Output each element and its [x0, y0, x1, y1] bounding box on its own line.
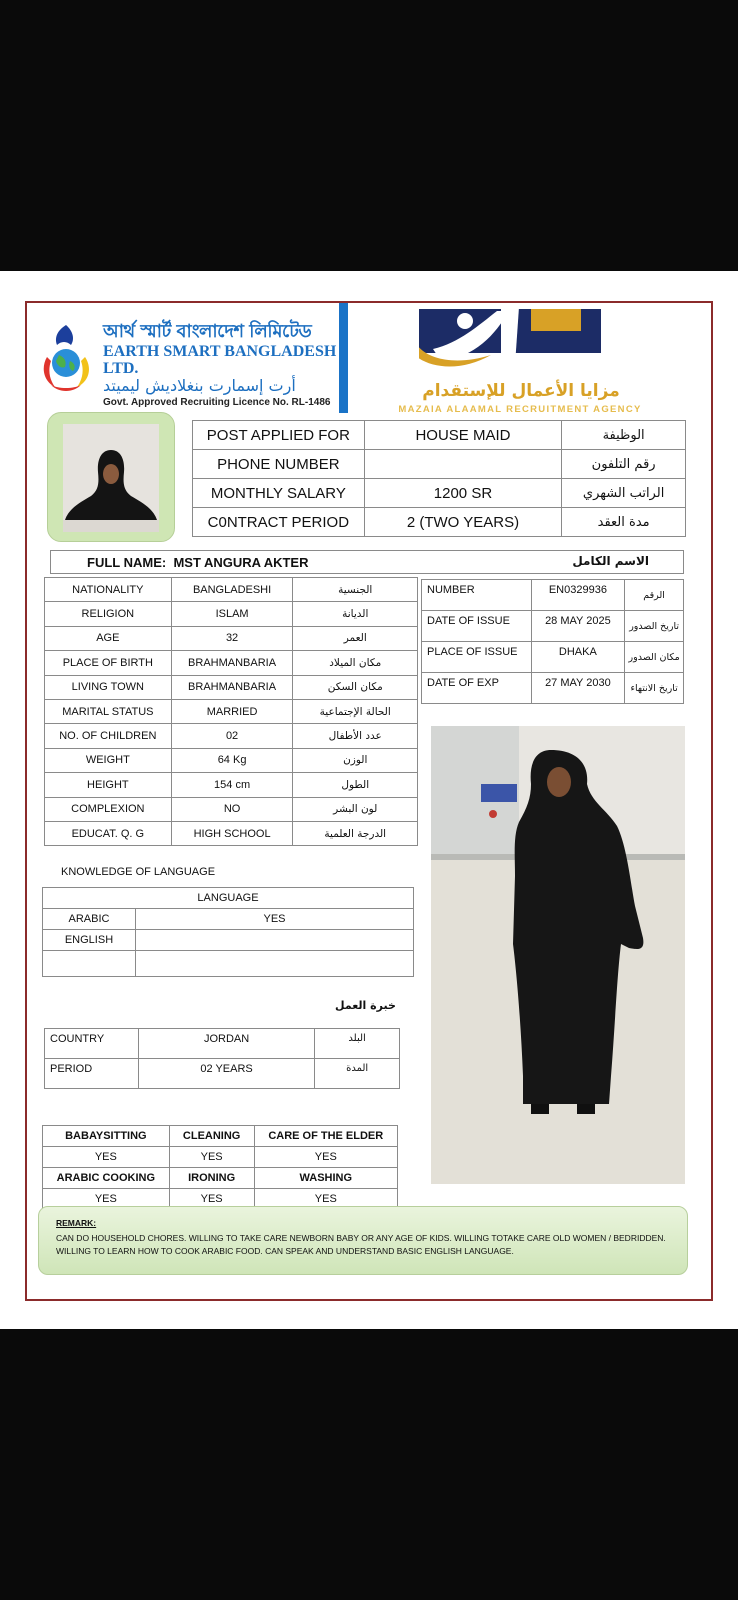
post-label-ar: الوظيفة: [562, 421, 686, 450]
table-row: [422, 611, 684, 642]
language-name: [43, 951, 136, 977]
info-value: 154 cm: [171, 773, 293, 797]
mazaia-alaamal-logo-icon: [419, 305, 619, 385]
info-value: BRAHMANBARIA: [171, 651, 293, 675]
table-row: [193, 479, 686, 508]
remark-box: [38, 1206, 688, 1275]
language-table: [42, 887, 414, 977]
phone-value: [364, 450, 562, 479]
passport-value: EN0329936: [531, 580, 625, 611]
info-label: WEIGHT: [45, 748, 172, 772]
info-label-ar: الدرجة العلمية: [293, 821, 418, 845]
passport-label: PLACE OF ISSUE: [422, 642, 532, 673]
info-label: AGE: [45, 626, 172, 650]
table-row: [45, 1029, 400, 1059]
full-name-value: MST ANGURA AKTER: [173, 555, 309, 570]
passport-label-ar: تاريخ الصدور: [625, 611, 684, 642]
table-row: [193, 508, 686, 537]
info-label: RELIGION: [45, 602, 172, 626]
agency-name-ar: مزايا الأعمال للإستقدام: [422, 381, 620, 401]
contract-label: C0NTRACT PERIOD: [193, 508, 365, 537]
table-row: [45, 699, 418, 723]
info-label-ar: مكان الميلاد: [293, 651, 418, 675]
post-details-table: [192, 420, 686, 537]
passport-label: NUMBER: [422, 580, 532, 611]
skill-header: ARABIC COOKING: [43, 1168, 170, 1189]
info-label: HEIGHT: [45, 773, 172, 797]
info-value: NO: [171, 797, 293, 821]
salary-label: MONTHLY SALARY: [193, 479, 365, 508]
table-row: [45, 724, 418, 748]
full-name-label: FULL NAME:: [87, 555, 167, 570]
skill-header: WASHING: [254, 1168, 397, 1189]
info-label: PLACE OF BIRTH: [45, 651, 172, 675]
post-value: HOUSE MAID: [364, 421, 562, 450]
cv-document: [0, 271, 738, 1329]
licence-number: Govt. Approved Recruiting Licence No. RL-1486: [103, 397, 331, 409]
table-row: [43, 1168, 398, 1189]
info-label-ar: الديانة: [293, 602, 418, 626]
info-value: 64 Kg: [171, 748, 293, 772]
skill-value: YES: [254, 1147, 397, 1168]
skill-value: YES: [254, 1189, 397, 1210]
experience-label-ar: البلد: [315, 1029, 400, 1059]
agency-name-en: MAZAIA ALAAMAL RECRUITMENT AGENCY: [398, 404, 642, 415]
language-section-title: KNOWLEDGE OF LANGUAGE: [61, 866, 216, 878]
experience-label-ar: المدة: [315, 1059, 400, 1089]
company-name-bn: আর্থ স্মার্ট বাংলাদেশ লিমিটেড: [103, 321, 312, 342]
full-name: [87, 555, 308, 570]
passport-label: DATE OF EXP: [422, 673, 532, 704]
phone-label: PHONE NUMBER: [193, 450, 365, 479]
skill-header: BABAYSITTING: [43, 1126, 170, 1147]
remark-text: CAN DO HOUSEHOLD CHORES. WILLING TO TAKE CARE NEWBORN BABY OR ANY AGE OF KIDS. WILLING TOTAKE CARE OLD WOMEN / BEDRIDDEN. WILLING TO LEARN HOW TO COOK ARABIC FOOD. CAN SPEAK AND UNDERSTAND BASIC ENGLISH LANGUAGE.: [56, 1232, 666, 1257]
passport-label-ar: مكان الصدور: [625, 642, 684, 673]
passport-label: DATE OF ISSUE: [422, 611, 532, 642]
company-name-ar: أرت إسمارت بنغلاديش ليميتد: [103, 376, 296, 396]
table-row: [45, 602, 418, 626]
language-value: [136, 930, 414, 951]
table-row: [45, 773, 418, 797]
info-label-ar: الوزن: [293, 748, 418, 772]
info-label: COMPLEXION: [45, 797, 172, 821]
passport-value: 28 MAY 2025: [531, 611, 625, 642]
table-row: [422, 642, 684, 673]
skill-value: YES: [43, 1189, 170, 1210]
experience-title-ar: خبرة العمل: [335, 999, 396, 1012]
header-divider: [339, 303, 348, 413]
cv-frame: [25, 301, 713, 1301]
info-value: BRAHMANBARIA: [171, 675, 293, 699]
skill-header: CLEANING: [169, 1126, 254, 1147]
experience-label: PERIOD: [45, 1059, 139, 1089]
table-row: [43, 930, 414, 951]
personal-info-table: [44, 577, 418, 846]
table-row: [43, 1147, 398, 1168]
info-value: 32: [171, 626, 293, 650]
language-value: YES: [136, 909, 414, 930]
passport-label-ar: تاريخ الانتهاء: [625, 673, 684, 704]
skill-value: YES: [169, 1147, 254, 1168]
post-label: POST APPLIED FOR: [193, 421, 365, 450]
table-row: [45, 748, 418, 772]
table-row: [43, 909, 414, 930]
table-row: [45, 675, 418, 699]
table-row: [45, 1059, 400, 1089]
info-label-ar: الحالة الإجتماعية: [293, 699, 418, 723]
company-name-en: EARTH SMART BANGLADESH LTD.: [103, 342, 337, 377]
info-label: LIVING TOWN: [45, 675, 172, 699]
experience-value: JORDAN: [138, 1029, 314, 1059]
full-body-photo: [431, 726, 685, 1184]
experience-value: 02 YEARS: [138, 1059, 314, 1089]
portrait-photo: [47, 412, 175, 542]
info-label-ar: عدد الأطفال: [293, 724, 418, 748]
portrait-figure-icon: [63, 424, 159, 532]
language-name: ENGLISH: [43, 930, 136, 951]
contract-value: 2 (TWO YEARS): [364, 508, 562, 537]
info-label: NO. OF CHILDREN: [45, 724, 172, 748]
info-value: HIGH SCHOOL: [171, 821, 293, 845]
language-value: [136, 951, 414, 977]
table-row: [45, 651, 418, 675]
info-value: BANGLADESHI: [171, 578, 293, 602]
info-value: 02: [171, 724, 293, 748]
info-label-ar: لون البشر: [293, 797, 418, 821]
info-label: NATIONALITY: [45, 578, 172, 602]
full-name-label-ar: الاسم الكامل: [572, 554, 649, 568]
salary-value: 1200 SR: [364, 479, 562, 508]
remark-title: REMARK:: [56, 1218, 97, 1228]
passport-label-ar: الرقم: [625, 580, 684, 611]
table-row: [193, 450, 686, 479]
contract-label-ar: مدة العقد: [562, 508, 686, 537]
table-row: [43, 888, 414, 909]
info-label-ar: مكان السكن: [293, 675, 418, 699]
info-label: MARITAL STATUS: [45, 699, 172, 723]
language-name: ARABIC: [43, 909, 136, 930]
skill-header: IRONING: [169, 1168, 254, 1189]
skills-table: [42, 1125, 398, 1210]
table-row: [45, 578, 418, 602]
skill-value: YES: [169, 1189, 254, 1210]
passport-value: DHAKA: [531, 642, 625, 673]
table-row: [45, 821, 418, 845]
salary-label-ar: الراتب الشهري: [562, 479, 686, 508]
info-label-ar: الطول: [293, 773, 418, 797]
language-header: LANGUAGE: [43, 888, 414, 909]
passport-value: 27 MAY 2030: [531, 673, 625, 704]
passport-table: [421, 579, 684, 704]
phone-label-ar: رقم التلفون: [562, 450, 686, 479]
table-row: [43, 951, 414, 977]
info-value: ISLAM: [171, 602, 293, 626]
table-row: [45, 626, 418, 650]
experience-table: [44, 1028, 400, 1089]
full-body-figure-icon: [431, 726, 685, 1184]
table-row: [422, 580, 684, 611]
skill-header: CARE OF THE ELDER: [254, 1126, 397, 1147]
info-label: EDUCAT. Q. G: [45, 821, 172, 845]
skill-value: YES: [43, 1147, 170, 1168]
experience-label: COUNTRY: [45, 1029, 139, 1059]
company-header: [103, 323, 343, 409]
table-row: [43, 1126, 398, 1147]
info-value: MARRIED: [171, 699, 293, 723]
table-row: [45, 797, 418, 821]
info-label-ar: العمر: [293, 626, 418, 650]
table-row: [422, 673, 684, 704]
earth-smart-logo-icon: [37, 321, 95, 401]
info-label-ar: الجنسية: [293, 578, 418, 602]
table-row: [193, 421, 686, 450]
full-name-row: [50, 550, 684, 574]
